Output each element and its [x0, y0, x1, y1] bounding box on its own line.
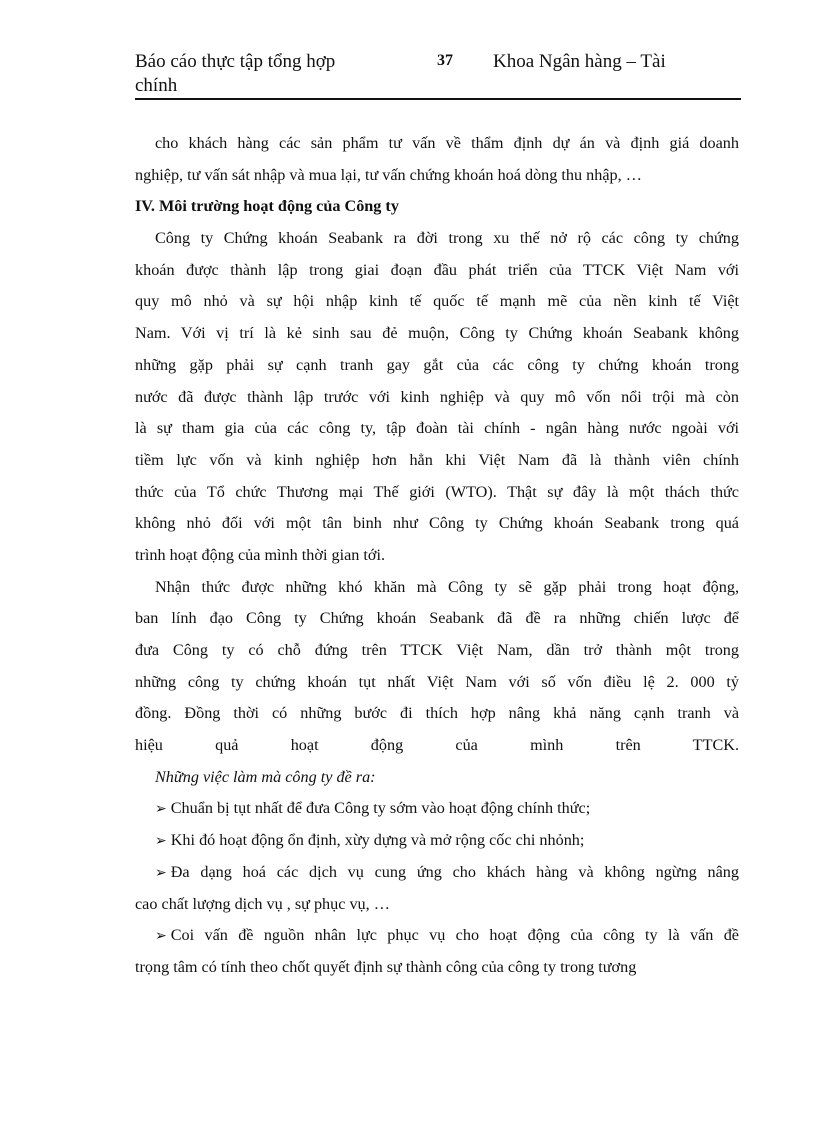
bullet-text: Chuẩn bị tụt nhất để đưa Công ty sớm vào hoạt động chính thức;: [170, 799, 591, 818]
paragraph-line: nước đã được thành lập trước với kinh nghiệp và quy mô vốn nổi trội mà còn: [135, 387, 739, 406]
header-faculty: Khoa Ngân hàng – Tài: [493, 51, 666, 72]
paragraph-line: là sự tham gia của các công ty, tập đoàn tài chính - ngân hàng nước ngoài với: [135, 419, 739, 438]
paragraph-line: quy mô nhỏ và sự hội nhập kinh tế quốc tế mạnh mẽ của nền kinh tế Việt: [135, 292, 739, 311]
header-report-title-line2: chính: [135, 75, 178, 96]
arrowhead-bullet-icon: ➢: [155, 929, 167, 945]
bullet-continuation: cao chất lượng dịch vụ , sự phục vụ, …: [135, 894, 390, 913]
page-body: [135, 128, 739, 984]
header-report-title: [135, 50, 380, 98]
bullet-item: [135, 920, 739, 952]
paragraph-line: ban lính đạo Công ty Chứng khoán Seabank đã đề ra những chiến lược để: [135, 609, 739, 628]
header-report-title-line1: Báo cáo thực tập tổng hợp: [135, 51, 336, 72]
paragraph-line: Nam. Với vị trí là kẻ sinh sau đẻ muộn, Công ty Chứng khoán Seabank không: [135, 324, 739, 343]
section-heading: IV. Môi trường hoạt động của Công ty: [135, 197, 399, 216]
paragraph-line: đồng. Đồng thời có những bước đi thích hợp nâng khả năng cạnh tranh và: [135, 704, 739, 723]
intro-line: cho khách hàng các sản phẩm tư vấn về thẩm định dự án và định giá doanh: [155, 134, 739, 152]
bullet-continuation: trọng tâm có tính theo chốt quyết định sự thành công của công ty trong tương: [135, 957, 637, 976]
bullet-item: [135, 793, 739, 825]
bullet-item: [135, 825, 739, 857]
page-header: [135, 50, 741, 100]
paragraph-line: những gặp phải sự cạnh tranh gay gắt của các công ty chứng khoán trong: [135, 355, 739, 374]
header-divider: [135, 98, 741, 100]
arrowhead-bullet-icon: ➢: [155, 802, 167, 818]
paragraph-line: tiềm lực vốn và kinh nghiệp hơn hẳn khi Việt Nam đã là thành viên chính: [135, 450, 739, 469]
intro-line: nghiệp, tư vấn sát nhập và mua lại, tư vấn chứng khoán hoá dòng thu nhập, …: [135, 165, 642, 184]
bullet-text: Coi vấn đề nguồn nhân lực phục vụ cho hoạt động của công ty là vấn đề: [170, 926, 739, 945]
bullet-text: Khi đó hoạt động ổn định, xừy dựng và mở rộng cốc chi nhỏnh;: [170, 831, 585, 850]
list-intro: Những việc làm mà công ty đề ra:: [155, 767, 376, 786]
bullet-text: Đa dạng hoá các dịch vụ cung ứng cho khách hàng và không ngừng nâng: [170, 862, 739, 881]
paragraph-line: Nhận thức được những khó khăn mà Công ty sẽ gặp phải trong hoạt động,: [155, 577, 739, 596]
arrowhead-bullet-icon: ➢: [155, 865, 167, 881]
paragraph-line: đưa Công ty có chỗ đứng trên TTCK Việt Nam, dần trở thành một trong: [135, 641, 739, 659]
paragraph-line: không nhỏ đối với một tân binh như Công ty Chứng khoán Seabank trong quá: [135, 514, 739, 533]
bullet-item: [135, 857, 739, 889]
paragraph-line: thức của Tổ chức Thương mại Thế giới (WTO). Thật sự đây là một thách thức: [135, 482, 739, 501]
paragraph-line: Công ty Chứng khoán Seabank ra đời trong xu thế nở rộ các công ty chứng: [155, 229, 739, 248]
paragraph-line: những công ty chứng khoán tụt nhất Việt Nam với số vốn điều lệ 2. 000 tỷ: [135, 672, 739, 691]
arrowhead-bullet-icon: ➢: [155, 834, 167, 850]
paragraph-line: khoán được thành lập trong giai đoạn đầu phát triển của TTCK Việt Nam với: [135, 260, 739, 279]
page-number: 37: [437, 52, 453, 69]
paragraph-line: hiệu quả hoạt động của mình trên TTCK.: [135, 736, 739, 755]
paragraph-line: trình hoạt động của mình thời gian tới.: [135, 545, 386, 564]
